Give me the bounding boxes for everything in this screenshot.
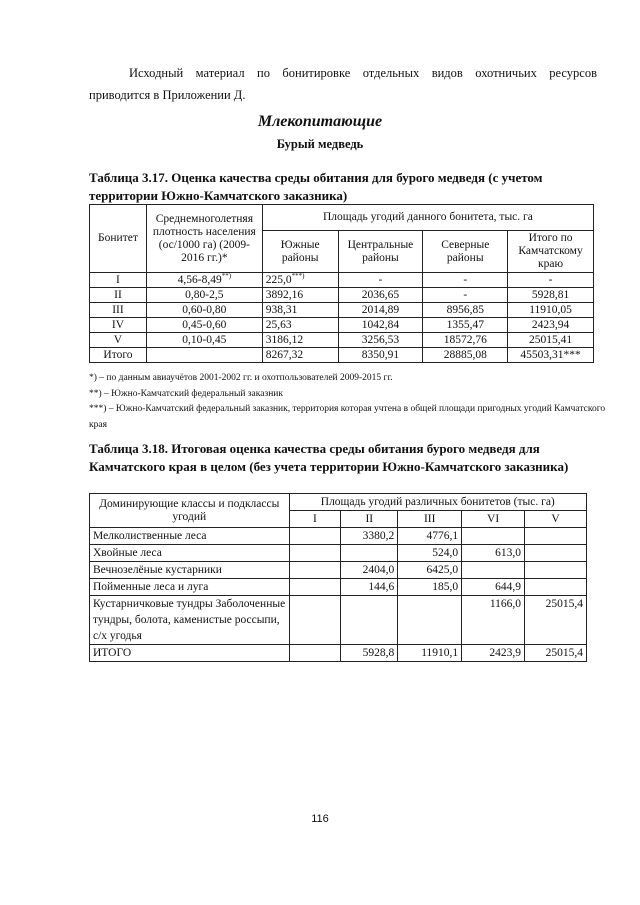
- cell-value: [289, 528, 341, 545]
- cell-bonitet: II: [90, 288, 147, 303]
- header-area-group: Площадь угодий данного бонитета, тыс. га: [262, 205, 593, 231]
- footnote: *) – по данным авиаучётов 2001-2002 гг. и охотпользователей 2009-2015 гг.: [89, 373, 393, 383]
- cell-total: 25015,41: [508, 333, 594, 348]
- cell-total: 2423,94: [508, 318, 594, 333]
- cell-value: [341, 596, 398, 645]
- cell-value: [525, 579, 587, 596]
- cell-value: [525, 545, 587, 562]
- header-bonitet: Бонитет: [90, 205, 147, 273]
- cell-value: [525, 528, 587, 545]
- cell-value: [462, 562, 525, 579]
- header-col-v: V: [525, 511, 587, 528]
- cell-total: 45503,31***: [508, 348, 594, 363]
- cell-value: 524,0: [398, 545, 462, 562]
- cell-south: [262, 273, 338, 288]
- cell-bonitet: V: [90, 333, 147, 348]
- row-label: Пойменные леса и луга: [90, 579, 290, 596]
- cell-density: 0,60-0,80: [146, 303, 262, 318]
- intro-line-1: Исходный материал по бонитировке отдельных видов охотничьих ресурсов: [129, 66, 597, 80]
- header-col-vi: VI: [462, 511, 525, 528]
- footnote-marker: **): [221, 271, 232, 280]
- cell-total: -: [508, 273, 594, 288]
- cell-central: 8350,91: [338, 348, 423, 363]
- header-south: Южные районы: [262, 231, 338, 273]
- table-row: [90, 303, 594, 318]
- cell-central: 1042,84: [338, 318, 423, 333]
- header-area-group: Площадь угодий различных бонитетов (тыс. га): [289, 494, 586, 511]
- row-label: Мелколиственные леса: [90, 528, 290, 545]
- cell-density: 0,80-2,5: [146, 288, 262, 303]
- cell-value: 3380,2: [341, 528, 398, 545]
- header-total-kamchatka: Итого по Камчатскому краю: [508, 231, 594, 273]
- cell-north: -: [423, 288, 508, 303]
- cell-value: 25015,4: [525, 596, 587, 645]
- footnote-marker: ***): [291, 271, 305, 280]
- page-number: 116: [311, 813, 329, 825]
- cell-value: [289, 545, 341, 562]
- cell-bonitet: IV: [90, 318, 147, 333]
- cell-central: 2036,65: [338, 288, 423, 303]
- table-row: [90, 273, 594, 288]
- cell-value: 11910,1: [398, 645, 462, 662]
- table2-caption-line-1: Таблица 3.18. Итоговая оценка качества среды обитания бурого медведя для: [89, 441, 540, 456]
- cell-north: 8956,85: [423, 303, 508, 318]
- cell-value: 185,0: [398, 579, 462, 596]
- header-central: Центральные районы: [338, 231, 423, 273]
- row-label: Кустарничковые тундры Заболоченные тундры, болота, каменистые россыпи, с/х угодья: [90, 596, 290, 645]
- row-label: Вечнозелёные кустарники: [90, 562, 290, 579]
- cell-value: 644,9: [462, 579, 525, 596]
- footnote: ***) – Южно-Камчатский федеральный заказник, территория которая учтена в общей площади пригодных угодий Камчатского края: [89, 404, 606, 430]
- cell-total: 11910,05: [508, 303, 594, 318]
- table2-caption: [89, 440, 599, 476]
- cell-south: 25,63: [262, 318, 338, 333]
- table1-caption: [89, 169, 599, 205]
- cell-central: 2014,89: [338, 303, 423, 318]
- cell-value: [398, 596, 462, 645]
- cell-north: 28885,08: [423, 348, 508, 363]
- table-row: [90, 288, 594, 303]
- header-col-iii: III: [398, 511, 462, 528]
- row-label: Хвойные леса: [90, 545, 290, 562]
- cell-value: 1166,0: [462, 596, 525, 645]
- cell-value: [462, 528, 525, 545]
- table2-caption-line-2: Камчатского края в целом (без учета территории Южно-Камчатского заказника): [89, 459, 569, 474]
- table-row: [90, 333, 594, 348]
- table1-caption-line-1: Таблица 3.17. Оценка качества среды обитания для бурого медведя (с учетом: [89, 170, 543, 185]
- south-value: 225,0: [265, 273, 292, 286]
- cell-north: -: [423, 273, 508, 288]
- cell-bonitet: III: [90, 303, 147, 318]
- cell-density: 0,10-0,45: [146, 333, 262, 348]
- cell-density: 0,45-0,60: [146, 318, 262, 333]
- header-col-i: I: [289, 511, 341, 528]
- cell-value: [289, 645, 341, 662]
- cell-value: 2404,0: [341, 562, 398, 579]
- cell-north: 1355,47: [423, 318, 508, 333]
- cell-central: 3256,53: [338, 333, 423, 348]
- table-total-row: [90, 348, 594, 363]
- cell-value: 5928,8: [341, 645, 398, 662]
- cell-value: [289, 596, 341, 645]
- cell-total-label: Итого: [90, 348, 147, 363]
- cell-south: 8267,32: [262, 348, 338, 363]
- table-row: [90, 579, 587, 596]
- cell-value: 2423,9: [462, 645, 525, 662]
- cell-north: 18572,76: [423, 333, 508, 348]
- row-label: ИТОГО: [90, 645, 290, 662]
- cell-south: 938,31: [262, 303, 338, 318]
- subsection-title: Бурый медведь: [276, 137, 364, 151]
- cell-value: [341, 545, 398, 562]
- table-row: [90, 318, 594, 333]
- table-row: [90, 596, 587, 645]
- density-value: 4,56-8,49: [177, 273, 222, 286]
- cell-central: -: [338, 273, 423, 288]
- header-north: Северные районы: [423, 231, 508, 273]
- header-classes: Доминирующие классы и подклассы угодий: [90, 494, 290, 528]
- table-row: [90, 545, 587, 562]
- table-final-assessment: [89, 493, 587, 662]
- header-density: Среднемноголетняя плотность населения (ос/1000 га) (2009-2016 гг.)*: [146, 205, 262, 273]
- cell-value: 144,6: [341, 579, 398, 596]
- table-bonitet-assessment: [89, 204, 594, 363]
- cell-value: 25015,4: [525, 645, 587, 662]
- cell-south: 3186,12: [262, 333, 338, 348]
- cell-south: 3892,16: [262, 288, 338, 303]
- cell-value: 6425,0: [398, 562, 462, 579]
- table-total-row: [90, 645, 587, 662]
- cell-total: 5928,81: [508, 288, 594, 303]
- header-col-ii: II: [341, 511, 398, 528]
- cell-value: [525, 562, 587, 579]
- section-title: Млекопитающие: [257, 113, 383, 130]
- intro-line-2: приводится в Приложении Д.: [89, 88, 246, 102]
- table-row: [90, 562, 587, 579]
- table-row: [90, 528, 587, 545]
- table1-footnotes: [89, 371, 609, 433]
- cell-value: [289, 562, 341, 579]
- table1-caption-line-2: территории Южно-Камчатского заказника): [89, 188, 348, 203]
- cell-value: 613,0: [462, 545, 525, 562]
- cell-value: [289, 579, 341, 596]
- cell-value: 4776,1: [398, 528, 462, 545]
- cell-density: [146, 348, 262, 363]
- intro-paragraph: [89, 62, 597, 106]
- cell-density: [146, 273, 262, 288]
- cell-bonitet: I: [90, 273, 147, 288]
- footnote: **) – Южно-Камчатский федеральный заказник: [89, 388, 283, 399]
